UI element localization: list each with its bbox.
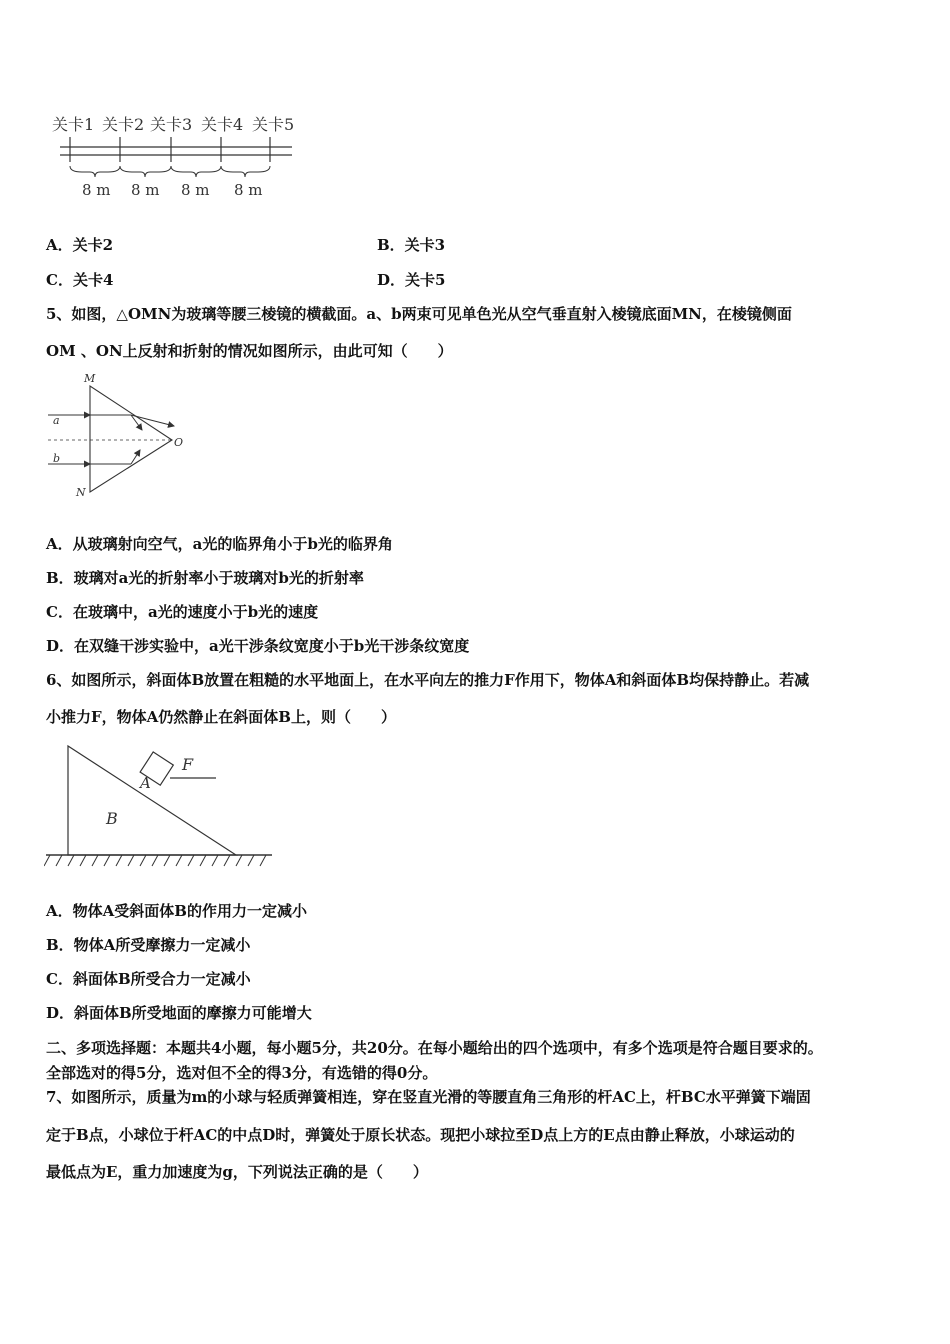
prism-triangle: [90, 386, 172, 492]
q4-option-c: C．关卡4: [46, 271, 114, 289]
checkpoint-figure: [46, 110, 306, 205]
ray-b-reflected: [131, 450, 140, 464]
distance-label-1: 8 m: [82, 181, 111, 199]
distance-label-4: 8 m: [234, 181, 263, 199]
prism-label-n: N: [76, 486, 86, 499]
section2-heading-line-1: 二、多项选择题：本题共4小题，每小题5分，共20分。在每小题给出的四个选项中，有多个选项是符合题目要求的。: [46, 1039, 823, 1057]
brace-2: [120, 166, 171, 177]
q5-stem-line-2: OM 、ON上反射和折射的情况如图所示，由此可知（ ）: [46, 342, 453, 360]
distance-label-3: 8 m: [181, 181, 210, 199]
checkpoint-label-4: 关卡4: [201, 115, 244, 134]
q5-option-c: C．在玻璃中，a光的速度小于b光的速度: [46, 603, 319, 621]
distance-label-2: 8 m: [131, 181, 160, 199]
q5-stem-line-1: 5、如图，△OMN为玻璃等腰三棱镜的横截面。a、b两束可见单色光从空气垂直射入棱镜底面MN，在棱镜侧面: [46, 305, 792, 323]
q4-option-b: B．关卡3: [377, 236, 446, 254]
q4-option-a: A．关卡2: [46, 236, 114, 254]
checkpoint-label-3: 关卡3: [150, 115, 193, 134]
ground-hatching: [44, 855, 266, 866]
prism-label-m: M: [84, 372, 96, 385]
force-f-label: F: [182, 755, 194, 774]
checkpoint-label-1: 关卡1: [52, 115, 95, 134]
q5-option-b: B．玻璃对a光的折射率小于玻璃对b光的折射率: [46, 569, 364, 587]
q7-stem-line-1: 7、如图所示，质量为m的小球与轻质弹簧相连，穿在竖直光滑的等腰直角三角形的杆AC上，杆BC水平弹簧下端固: [46, 1088, 811, 1106]
q6-option-a: A．物体A受斜面体B的作用力一定减小: [46, 902, 307, 920]
q7-stem-line-3: 最低点为E，重力加速度为g，下列说法正确的是（ ）: [46, 1163, 428, 1181]
incline-b-label: B: [106, 809, 118, 828]
checkpoint-label-2: 关卡2: [102, 115, 145, 134]
q5-option-a: A．从玻璃射向空气，a光的临界角小于b光的临界角: [46, 535, 393, 553]
prism-figure: [44, 368, 194, 503]
brace-1: [70, 166, 120, 177]
brace-3: [171, 166, 221, 177]
prism-label-o: O: [174, 436, 184, 449]
block-a-label: A: [140, 774, 151, 792]
q6-option-b: B．物体A所受摩擦力一定减小: [46, 936, 251, 954]
checkpoint-label-5: 关卡5: [252, 115, 295, 134]
brace-4: [221, 166, 270, 177]
q6-stem-line-2: 小推力F，物体A仍然静止在斜面体B上，则（ ）: [46, 708, 396, 726]
q6-option-c: C．斜面体B所受合力一定减小: [46, 970, 251, 988]
q6-option-d: D．斜面体B所受地面的摩擦力可能增大: [46, 1004, 312, 1022]
q5-option-d: D．在双缝干涉实验中，a光干涉条纹宽度小于b光干涉条纹宽度: [46, 637, 470, 655]
q7-stem-line-2: 定于B点，小球位于杆AC的中点D时，弹簧处于原长状态。现把小球拉至D点上方的E点由静止释放，小球运动的: [46, 1126, 795, 1144]
q6-stem-line-1: 6、如图所示，斜面体B放置在粗糙的水平地面上，在水平向左的推力F作用下，物体A和斜面体B均保持静止。若减: [46, 671, 810, 689]
incline-figure: [44, 738, 284, 873]
ray-label-b: b: [53, 452, 61, 465]
ray-label-a: a: [53, 414, 60, 427]
q4-option-d: D．关卡5: [377, 271, 446, 289]
section2-heading-line-2: 全部选对的得5分，选对但不全的得3分，有选错的得0分。: [46, 1064, 438, 1082]
